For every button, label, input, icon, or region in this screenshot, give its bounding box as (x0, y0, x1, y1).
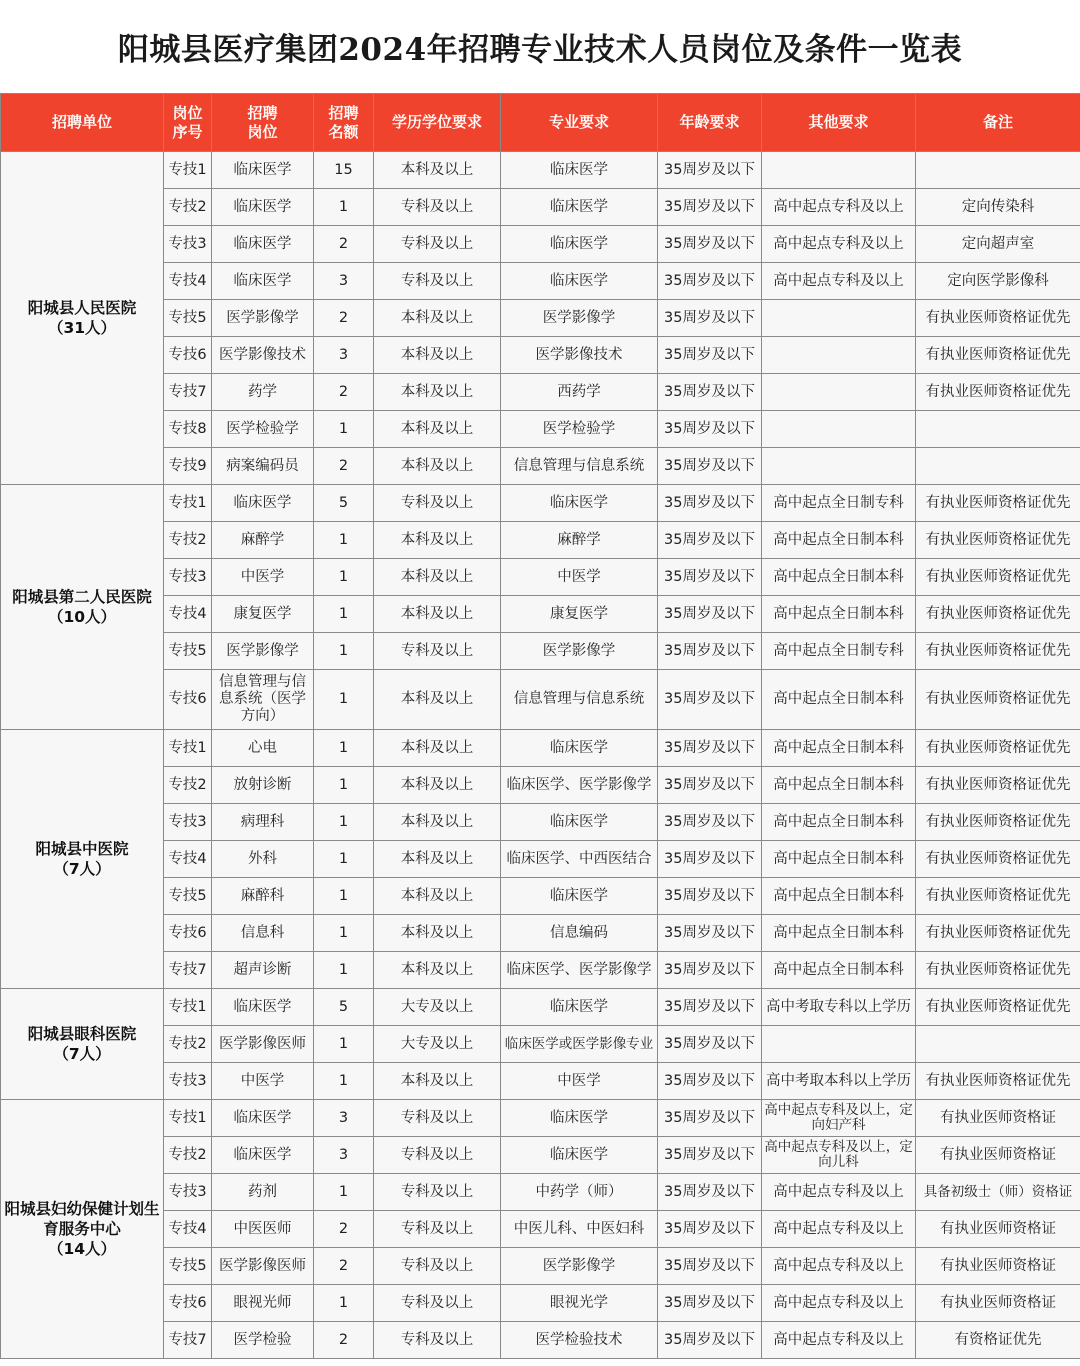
cell-quota: 1 (314, 670, 374, 730)
cell-quota: 1 (314, 1174, 374, 1211)
cell-seq: 专技5 (164, 878, 212, 915)
cell-remark: 有执业医师资格证优先 (916, 559, 1080, 596)
cell-seq: 专技4 (164, 841, 212, 878)
cell-other: 高中起点全日制本科 (762, 670, 916, 730)
cell-remark: 有执业医师资格证 (916, 1248, 1080, 1285)
unit-cell (1, 989, 164, 1100)
cell-quota: 2 (314, 1322, 374, 1359)
table-row (1, 730, 1080, 767)
cell-major: 康复医学 (501, 596, 658, 633)
cell-major: 临床医学、医学影像学 (501, 952, 658, 989)
header-quota: 招聘 名额 (314, 94, 374, 152)
cell-post: 麻醉科 (212, 878, 314, 915)
cell-remark: 有执业医师资格证 (916, 1211, 1080, 1248)
cell-post: 医学影像医师 (212, 1248, 314, 1285)
cell-age: 35周岁及以下 (658, 337, 762, 374)
cell-major: 临床医学 (501, 1100, 658, 1137)
cell-major: 临床医学 (501, 989, 658, 1026)
cell-remark: 有执业医师资格证优先 (916, 915, 1080, 952)
cell-post: 药剂 (212, 1174, 314, 1211)
cell-remark: 定向传染科 (916, 189, 1080, 226)
cell-remark: 有执业医师资格证优先 (916, 374, 1080, 411)
cell-seq: 专技2 (164, 1137, 212, 1174)
cell-other: 高中起点全日制本科 (762, 596, 916, 633)
cell-remark: 有执业医师资格证优先 (916, 841, 1080, 878)
unit-count: （31人） (47, 319, 117, 337)
cell-other: 高中考取本科以上学历 (762, 1063, 916, 1100)
cell-post: 病理科 (212, 804, 314, 841)
cell-quota: 5 (314, 485, 374, 522)
cell-other (762, 1026, 916, 1063)
cell-quota: 2 (314, 1211, 374, 1248)
cell-major: 医学检验学 (501, 411, 658, 448)
cell-other (762, 374, 916, 411)
cell-edu: 本科及以上 (374, 1063, 501, 1100)
cell-major: 临床医学 (501, 189, 658, 226)
cell-quota: 15 (314, 152, 374, 189)
cell-other: 高中起点专科及以上 (762, 1248, 916, 1285)
cell-age: 35周岁及以下 (658, 1063, 762, 1100)
table-row (1, 485, 1080, 522)
table-row (1, 1100, 1080, 1137)
cell-major: 麻醉学 (501, 522, 658, 559)
cell-major: 医学影像学 (501, 1248, 658, 1285)
cell-post: 康复医学 (212, 596, 314, 633)
cell-quota: 1 (314, 522, 374, 559)
cell-post: 医学影像技术 (212, 337, 314, 374)
cell-post: 临床医学 (212, 263, 314, 300)
cell-edu: 本科及以上 (374, 730, 501, 767)
cell-remark (916, 152, 1080, 189)
cell-age: 35周岁及以下 (658, 263, 762, 300)
cell-seq: 专技2 (164, 767, 212, 804)
unit-cell (1, 730, 164, 989)
table-body (1, 152, 1080, 1359)
cell-post: 超声诊断 (212, 952, 314, 989)
cell-age: 35周岁及以下 (658, 767, 762, 804)
cell-quota: 1 (314, 730, 374, 767)
cell-major: 临床医学 (501, 263, 658, 300)
cell-other: 高中起点专科及以上 (762, 226, 916, 263)
cell-post: 临床医学 (212, 189, 314, 226)
cell-seq: 专技5 (164, 300, 212, 337)
cell-major: 临床医学 (501, 152, 658, 189)
cell-other: 高中起点专科及以上，定向儿科 (762, 1137, 916, 1174)
cell-post: 临床医学 (212, 1100, 314, 1137)
cell-seq: 专技1 (164, 989, 212, 1026)
cell-seq: 专技5 (164, 1248, 212, 1285)
header-post: 招聘 岗位 (212, 94, 314, 152)
cell-quota: 1 (314, 411, 374, 448)
cell-major: 临床医学 (501, 730, 658, 767)
cell-other: 高中起点专科及以上 (762, 1174, 916, 1211)
cell-remark: 有执业医师资格证优先 (916, 767, 1080, 804)
cell-post: 临床医学 (212, 989, 314, 1026)
cell-edu: 专科及以上 (374, 1100, 501, 1137)
cell-edu: 本科及以上 (374, 300, 501, 337)
cell-remark (916, 1026, 1080, 1063)
cell-age: 35周岁及以下 (658, 1174, 762, 1211)
cell-post: 医学检验 (212, 1322, 314, 1359)
header-seq: 岗位 序号 (164, 94, 212, 152)
cell-major: 中医学 (501, 1063, 658, 1100)
table-header-row (1, 94, 1080, 152)
cell-quota: 1 (314, 804, 374, 841)
cell-other: 高中起点全日制本科 (762, 522, 916, 559)
unit-count: （7人） (53, 1045, 111, 1063)
cell-age: 35周岁及以下 (658, 952, 762, 989)
cell-remark: 有执业医师资格证优先 (916, 596, 1080, 633)
cell-edu: 专科及以上 (374, 226, 501, 263)
cell-major: 医学影像学 (501, 300, 658, 337)
cell-other: 高中起点全日制本科 (762, 952, 916, 989)
cell-other: 高中起点全日制专科 (762, 485, 916, 522)
cell-remark: 有资格证优先 (916, 1322, 1080, 1359)
cell-post: 心电 (212, 730, 314, 767)
unit-cell (1, 1100, 164, 1359)
cell-edu: 专科及以上 (374, 1137, 501, 1174)
cell-major: 中医儿科、中医妇科 (501, 1211, 658, 1248)
cell-major: 信息管理与信息系统 (501, 448, 658, 485)
cell-remark: 有执业医师资格证优先 (916, 300, 1080, 337)
cell-other: 高中起点全日制本科 (762, 804, 916, 841)
cell-edu: 本科及以上 (374, 152, 501, 189)
cell-quota: 2 (314, 300, 374, 337)
cell-post: 中医学 (212, 1063, 314, 1100)
cell-edu: 专科及以上 (374, 1174, 501, 1211)
cell-quota: 1 (314, 878, 374, 915)
cell-major: 医学检验技术 (501, 1322, 658, 1359)
cell-major: 信息编码 (501, 915, 658, 952)
cell-remark: 有执业医师资格证 (916, 1285, 1080, 1322)
cell-seq: 专技1 (164, 485, 212, 522)
cell-post: 信息管理与信息系统（医学方向） (212, 670, 314, 730)
cell-other: 高中起点全日制本科 (762, 915, 916, 952)
cell-quota: 1 (314, 189, 374, 226)
cell-remark: 有执业医师资格证优先 (916, 485, 1080, 522)
unit-count: （10人） (47, 608, 117, 626)
cell-other (762, 152, 916, 189)
cell-edu: 本科及以上 (374, 804, 501, 841)
cell-quota: 1 (314, 841, 374, 878)
cell-remark: 有执业医师资格证 (916, 1137, 1080, 1174)
unit-name: 阳城县妇幼保健计划生育服务中心 (4, 1200, 160, 1238)
cell-edu: 本科及以上 (374, 670, 501, 730)
cell-quota: 2 (314, 226, 374, 263)
cell-age: 35周岁及以下 (658, 559, 762, 596)
cell-post: 信息科 (212, 915, 314, 952)
cell-seq: 专技2 (164, 189, 212, 226)
cell-remark: 有执业医师资格证优先 (916, 1063, 1080, 1100)
cell-age: 35周岁及以下 (658, 374, 762, 411)
unit-name: 阳城县眼科医院 (27, 1025, 137, 1043)
cell-age: 35周岁及以下 (658, 189, 762, 226)
cell-remark: 有执业医师资格证优先 (916, 730, 1080, 767)
table-row (1, 152, 1080, 189)
cell-major: 医学影像技术 (501, 337, 658, 374)
cell-seq: 专技1 (164, 730, 212, 767)
cell-age: 35周岁及以下 (658, 841, 762, 878)
cell-remark: 有执业医师资格证优先 (916, 952, 1080, 989)
cell-edu: 本科及以上 (374, 522, 501, 559)
cell-seq: 专技9 (164, 448, 212, 485)
cell-post: 临床医学 (212, 226, 314, 263)
cell-post: 中医学 (212, 559, 314, 596)
cell-seq: 专技2 (164, 1026, 212, 1063)
cell-edu: 大专及以上 (374, 1026, 501, 1063)
cell-quota: 1 (314, 1026, 374, 1063)
cell-major: 临床医学、医学影像学 (501, 767, 658, 804)
cell-other: 高中起点全日制本科 (762, 767, 916, 804)
cell-post: 临床医学 (212, 485, 314, 522)
cell-seq: 专技6 (164, 337, 212, 374)
header-age: 年龄要求 (658, 94, 762, 152)
cell-age: 35周岁及以下 (658, 730, 762, 767)
cell-post: 中医医师 (212, 1211, 314, 1248)
cell-seq: 专技6 (164, 670, 212, 730)
cell-age: 35周岁及以下 (658, 522, 762, 559)
cell-remark (916, 411, 1080, 448)
cell-other: 高中起点专科及以上 (762, 1211, 916, 1248)
cell-other: 高中起点专科及以上 (762, 263, 916, 300)
cell-age: 35周岁及以下 (658, 633, 762, 670)
cell-other: 高中起点专科及以上 (762, 189, 916, 226)
unit-count: （7人） (53, 860, 111, 878)
cell-quota: 2 (314, 374, 374, 411)
header-education: 学历学位要求 (374, 94, 501, 152)
header-unit: 招聘单位 (1, 94, 164, 152)
cell-quota: 5 (314, 989, 374, 1026)
cell-major: 临床医学 (501, 226, 658, 263)
cell-post: 外科 (212, 841, 314, 878)
cell-major: 眼视光学 (501, 1285, 658, 1322)
cell-age: 35周岁及以下 (658, 1285, 762, 1322)
cell-major: 西药学 (501, 374, 658, 411)
cell-major: 临床医学 (501, 1137, 658, 1174)
cell-age: 35周岁及以下 (658, 989, 762, 1026)
header-major: 专业要求 (501, 94, 658, 152)
cell-seq: 专技8 (164, 411, 212, 448)
cell-other (762, 411, 916, 448)
cell-other (762, 300, 916, 337)
cell-seq: 专技2 (164, 522, 212, 559)
cell-seq: 专技6 (164, 915, 212, 952)
cell-age: 35周岁及以下 (658, 1026, 762, 1063)
cell-age: 35周岁及以下 (658, 878, 762, 915)
cell-age: 35周岁及以下 (658, 596, 762, 633)
cell-edu: 本科及以上 (374, 374, 501, 411)
cell-other (762, 448, 916, 485)
cell-age: 35周岁及以下 (658, 485, 762, 522)
cell-post: 临床医学 (212, 152, 314, 189)
cell-other: 高中起点全日制本科 (762, 559, 916, 596)
cell-quota: 1 (314, 596, 374, 633)
cell-quota: 3 (314, 337, 374, 374)
cell-quota: 1 (314, 559, 374, 596)
cell-remark: 有执业医师资格证优先 (916, 670, 1080, 730)
cell-seq: 专技3 (164, 1063, 212, 1100)
cell-edu: 本科及以上 (374, 337, 501, 374)
cell-age: 35周岁及以下 (658, 670, 762, 730)
cell-seq: 专技5 (164, 633, 212, 670)
cell-quota: 1 (314, 952, 374, 989)
cell-seq: 专技1 (164, 1100, 212, 1137)
cell-edu: 专科及以上 (374, 263, 501, 300)
cell-remark: 有执业医师资格证优先 (916, 989, 1080, 1026)
cell-seq: 专技4 (164, 263, 212, 300)
cell-post: 药学 (212, 374, 314, 411)
cell-other (762, 337, 916, 374)
cell-edu: 专科及以上 (374, 1285, 501, 1322)
cell-quota: 1 (314, 915, 374, 952)
cell-remark: 有执业医师资格证优先 (916, 804, 1080, 841)
cell-seq: 专技7 (164, 952, 212, 989)
cell-seq: 专技3 (164, 226, 212, 263)
cell-edu: 本科及以上 (374, 915, 501, 952)
cell-remark: 有执业医师资格证优先 (916, 337, 1080, 374)
cell-seq: 专技1 (164, 152, 212, 189)
cell-quota: 2 (314, 448, 374, 485)
cell-edu: 本科及以上 (374, 411, 501, 448)
cell-edu: 大专及以上 (374, 989, 501, 1026)
cell-age: 35周岁及以下 (658, 1137, 762, 1174)
cell-post: 医学检验学 (212, 411, 314, 448)
cell-age: 35周岁及以下 (658, 411, 762, 448)
unit-cell (1, 152, 164, 485)
cell-post: 医学影像医师 (212, 1026, 314, 1063)
cell-major: 临床医学 (501, 485, 658, 522)
cell-seq: 专技4 (164, 1211, 212, 1248)
cell-edu: 本科及以上 (374, 878, 501, 915)
cell-major: 医学影像学 (501, 633, 658, 670)
cell-remark: 有执业医师资格证优先 (916, 633, 1080, 670)
cell-quota: 1 (314, 1063, 374, 1100)
cell-age: 35周岁及以下 (658, 448, 762, 485)
cell-major: 临床医学、中西医结合 (501, 841, 658, 878)
header-remark: 备注 (916, 94, 1080, 152)
cell-other: 高中起点专科及以上，定向妇产科 (762, 1100, 916, 1137)
unit-name: 阳城县第二人民医院 (12, 588, 152, 606)
cell-age: 35周岁及以下 (658, 1248, 762, 1285)
cell-post: 医学影像学 (212, 633, 314, 670)
cell-edu: 本科及以上 (374, 596, 501, 633)
cell-post: 眼视光师 (212, 1285, 314, 1322)
cell-edu: 专科及以上 (374, 485, 501, 522)
cell-age: 35周岁及以下 (658, 300, 762, 337)
cell-quota: 3 (314, 263, 374, 300)
cell-seq: 专技3 (164, 804, 212, 841)
header-other: 其他要求 (762, 94, 916, 152)
cell-post: 临床医学 (212, 1137, 314, 1174)
cell-remark: 有执业医师资格证优先 (916, 522, 1080, 559)
positions-table (0, 93, 1080, 1359)
unit-count: （14人） (47, 1240, 117, 1258)
cell-seq: 专技7 (164, 374, 212, 411)
cell-quota: 1 (314, 633, 374, 670)
cell-age: 35周岁及以下 (658, 152, 762, 189)
cell-edu: 专科及以上 (374, 633, 501, 670)
cell-edu: 专科及以上 (374, 1248, 501, 1285)
cell-age: 35周岁及以下 (658, 804, 762, 841)
cell-major: 临床医学 (501, 804, 658, 841)
cell-major: 中医学 (501, 559, 658, 596)
cell-remark: 有执业医师资格证 (916, 1100, 1080, 1137)
table-row (1, 989, 1080, 1026)
cell-other: 高中起点全日制本科 (762, 878, 916, 915)
unit-name: 阳城县中医院 (35, 840, 129, 858)
cell-major: 信息管理与信息系统 (501, 670, 658, 730)
cell-remark: 定向医学影像科 (916, 263, 1080, 300)
cell-other: 高中起点全日制本科 (762, 730, 916, 767)
unit-cell (1, 485, 164, 730)
cell-remark (916, 448, 1080, 485)
cell-quota: 2 (314, 1248, 374, 1285)
cell-edu: 本科及以上 (374, 767, 501, 804)
cell-other: 高中起点专科及以上 (762, 1285, 916, 1322)
cell-quota: 1 (314, 767, 374, 804)
cell-seq: 专技3 (164, 559, 212, 596)
cell-remark: 定向超声室 (916, 226, 1080, 263)
cell-seq: 专技7 (164, 1322, 212, 1359)
cell-post: 医学影像学 (212, 300, 314, 337)
cell-major: 临床医学或医学影像专业 (501, 1026, 658, 1063)
cell-age: 35周岁及以下 (658, 915, 762, 952)
cell-major: 临床医学 (501, 878, 658, 915)
cell-other: 高中考取专科以上学历 (762, 989, 916, 1026)
cell-edu: 专科及以上 (374, 1322, 501, 1359)
cell-seq: 专技4 (164, 596, 212, 633)
cell-other: 高中起点全日制专科 (762, 633, 916, 670)
cell-quota: 1 (314, 1285, 374, 1322)
cell-other: 高中起点专科及以上 (762, 1322, 916, 1359)
cell-edu: 专科及以上 (374, 1211, 501, 1248)
cell-edu: 专科及以上 (374, 189, 501, 226)
cell-post: 放射诊断 (212, 767, 314, 804)
cell-edu: 本科及以上 (374, 841, 501, 878)
cell-age: 35周岁及以下 (658, 226, 762, 263)
cell-major: 中药学（师） (501, 1174, 658, 1211)
page-title: 阳城县医疗集团2024年招聘专业技术人员岗位及条件一览表 (117, 32, 963, 68)
cell-post: 病案编码员 (212, 448, 314, 485)
cell-quota: 3 (314, 1100, 374, 1137)
cell-seq: 专技6 (164, 1285, 212, 1322)
cell-age: 35周岁及以下 (658, 1322, 762, 1359)
cell-post: 麻醉学 (212, 522, 314, 559)
cell-age: 35周岁及以下 (658, 1211, 762, 1248)
cell-age: 35周岁及以下 (658, 1100, 762, 1137)
unit-name: 阳城县人民医院 (27, 299, 137, 317)
cell-edu: 本科及以上 (374, 952, 501, 989)
cell-other: 高中起点全日制本科 (762, 841, 916, 878)
cell-remark: 有执业医师资格证优先 (916, 878, 1080, 915)
cell-remark: 具备初级士（师）资格证 (916, 1174, 1080, 1211)
cell-quota: 3 (314, 1137, 374, 1174)
cell-edu: 本科及以上 (374, 559, 501, 596)
cell-seq: 专技3 (164, 1174, 212, 1211)
cell-edu: 本科及以上 (374, 448, 501, 485)
